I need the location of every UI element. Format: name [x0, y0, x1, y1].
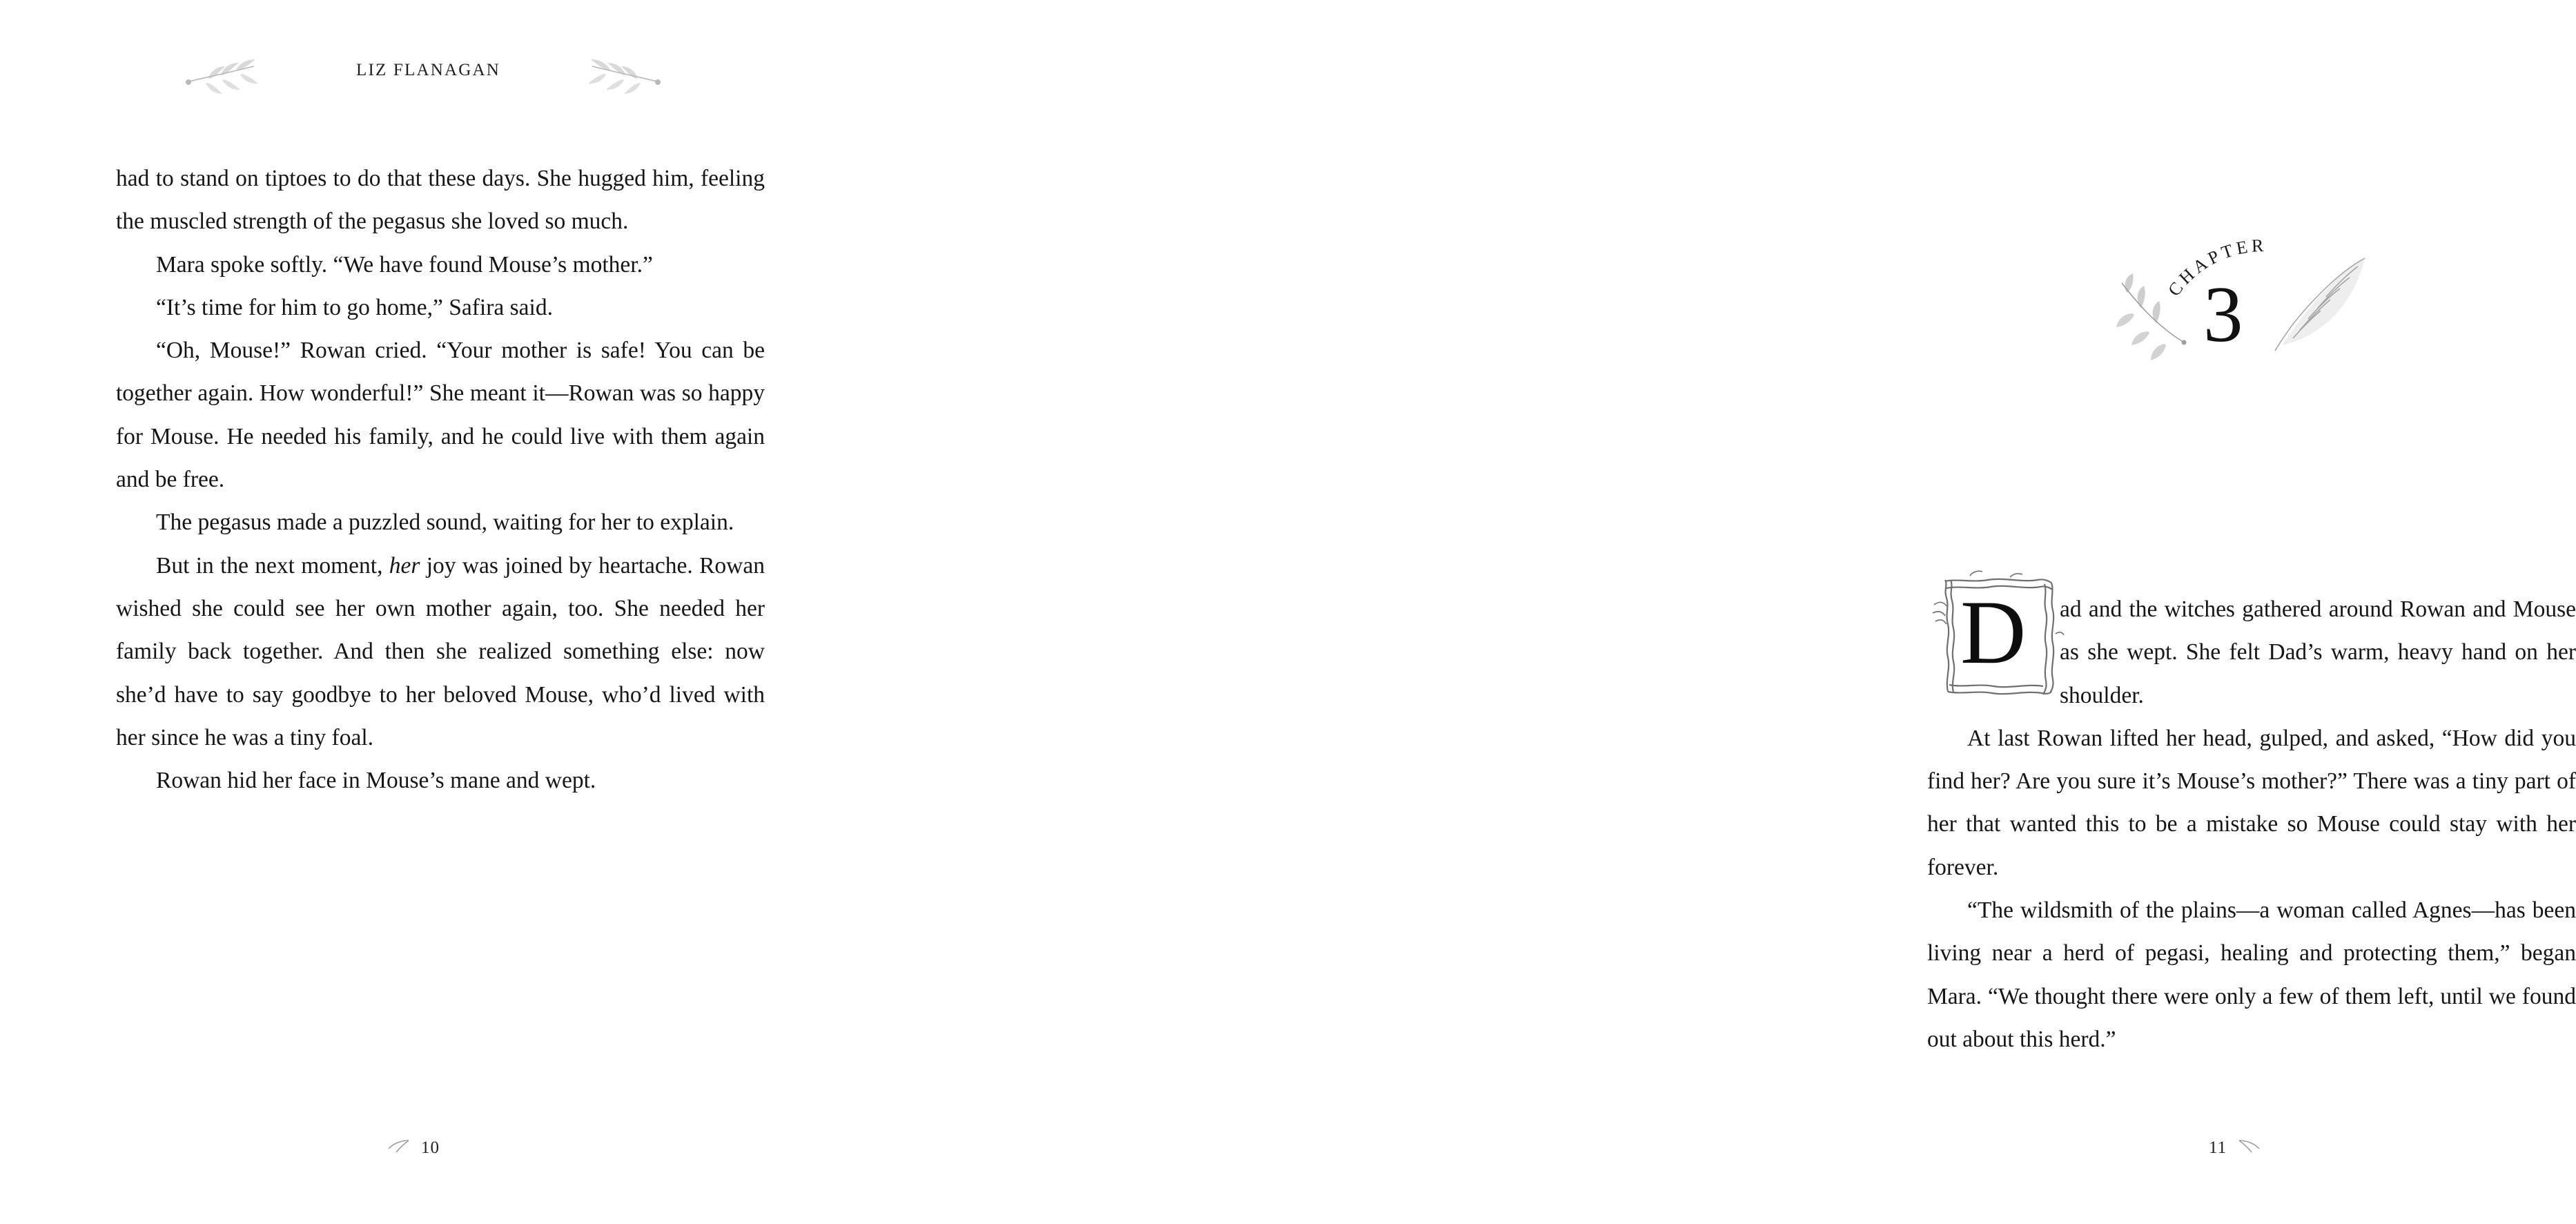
paragraph-with-italic: But in the next moment, her joy was joined by heartache. Rowan wished she could see her own mother again, too. She needed her family back together. And then she realized something else: now she’d have to say goodbye to her beloved Mouse, who’d lived with her since he was a tiny foal.	[116, 552, 765, 750]
small-leaf-icon	[2238, 1138, 2261, 1158]
folio-number: 11	[2209, 1138, 2227, 1157]
chapter-opener	[2112, 235, 2374, 394]
running-head: LIZ FLANAGAN	[356, 61, 501, 79]
folio-number: 10	[421, 1138, 440, 1157]
leaf-branch-icon	[2112, 271, 2216, 371]
dropcap-spacer	[1927, 581, 2060, 717]
leaf-sprig-icon	[185, 54, 282, 102]
first-paragraph-text: ad and the witches gathered around Rowan and Mouse as she wept. She felt Dad’s warm, heavy hand on her shoulder.	[2060, 596, 2576, 708]
paragraph: Mara spoke softly. “We have found Mouse’s mother.”	[156, 251, 653, 278]
leaf-sprig-icon	[565, 54, 661, 102]
paragraph: Rowan hid her face in Mouse’s mane and wept.	[156, 768, 596, 794]
drop-cap-letter: D	[1960, 581, 2027, 683]
paragraph: had to stand on tiptoes to do that these days. She hugged him, feeling the muscled strength of the pegasus she loved so much.	[116, 166, 765, 235]
paragraph: “The wildsmith of the plains—a woman called Agnes—has been living near a herd of pegasi, healing and protecting them,” began Mara. “We thought there were only a few of them left, until we found out about this herd.”	[1927, 897, 2576, 1052]
page-left	[0, 0, 897, 1224]
page-right	[897, 0, 2576, 1224]
small-leaf-icon	[387, 1138, 410, 1158]
first-paragraph	[1927, 581, 2576, 717]
paragraph: “Oh, Mouse!” Rowan cried. “Your mother is safe! You can be together again. How wonderful!” She meant it—Rowan was so happy for Mouse. He needed his family, and he could live with them again and be free.	[116, 338, 765, 493]
feather-icon	[2261, 254, 2379, 361]
paragraph: At last Rowan lifted her head, gulped, and asked, “How did you find her? Are you sure it’s Mouse’s mother?” There was a tiny part of her that wanted this to be a mistake so Mouse could stay with her forever.	[1927, 725, 2576, 880]
paragraph: The pegasus made a puzzled sound, waiting for her to explain.	[156, 509, 734, 536]
page-number-right	[2209, 1138, 2261, 1158]
left-page-text	[116, 157, 765, 802]
emphasis: her	[389, 552, 420, 579]
paragraph: “It’s time for him to go home,” Safira said.	[156, 294, 553, 320]
page-number-left	[387, 1138, 440, 1158]
chapter-number: 3	[2203, 271, 2243, 358]
svg-text:CHAPTER: CHAPTER	[2164, 235, 2267, 300]
right-page-text	[1927, 581, 2576, 1061]
